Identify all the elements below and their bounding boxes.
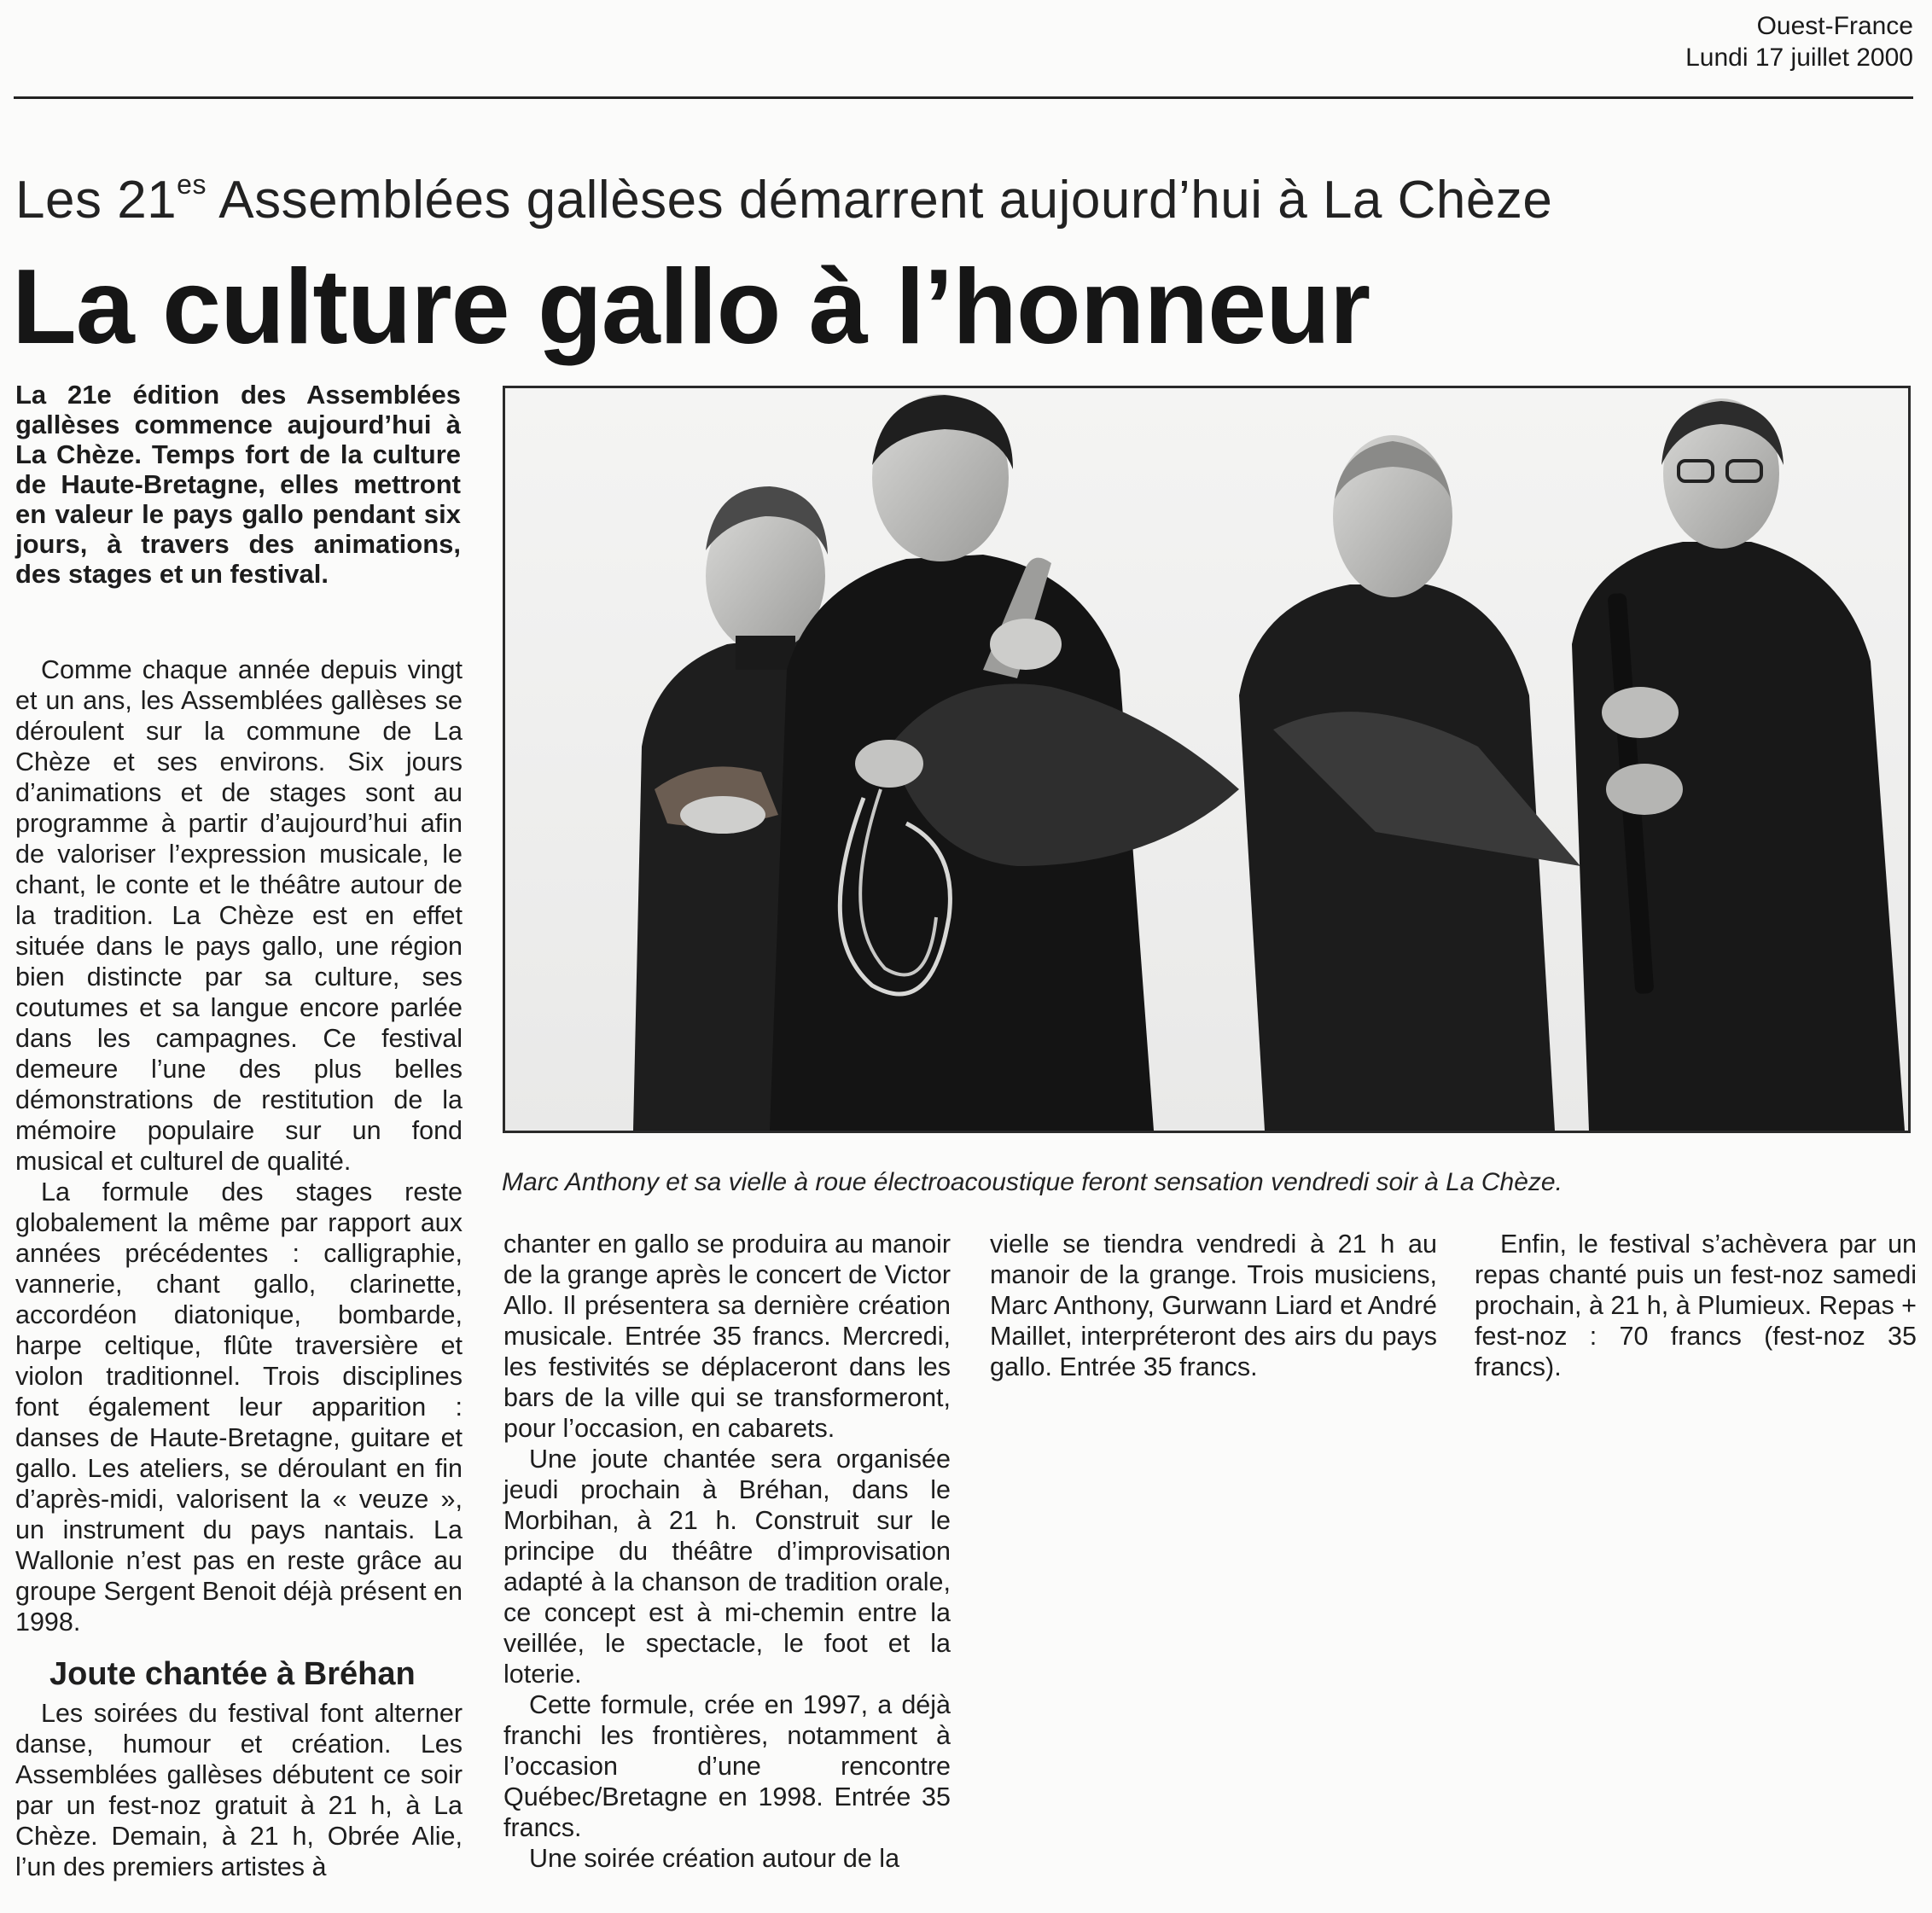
article-paragraph: Les soirées du festival font alterner danse, humour et création. Les Assemblées gallèses débutent ce soir par un fest-noz gratuit à 21 h, à La Chèze. Demain, à 21 h, Obrée Alie, l’un des premiers artistes à: [15, 1699, 463, 1881]
article-column-2: [503, 1229, 951, 1874]
article-paragraph: Une soirée création autour de la: [529, 1844, 900, 1873]
article-column-4: [1475, 1229, 1917, 1382]
article-column-1-continued: [15, 1698, 463, 1882]
kicker-text-start: Les 21: [15, 171, 177, 230]
lead-paragraph: La 21e édition des Assemblées gallèses commence aujourd’hui à La Chèze. Temps fort de la culture de Haute-Bretagne, elles mettront en valeur le pays gallo pendant six jours, à travers des animations, des stages et un festival.: [15, 380, 461, 589]
photo-caption: Marc Anthony et sa vielle à roue électroacoustique feront sensation vendredi soir à La Chèze.: [502, 1168, 1562, 1196]
article-column-3: [990, 1229, 1437, 1382]
musicians-photo-drawing: [505, 388, 1908, 1131]
masthead: [1685, 10, 1913, 73]
article-paragraph: Une joute chantée sera organisée jeudi prochain à Bréhan, dans le Morbihan, à 21 h. Construit sur le principe du théâtre d’improvisation adapté à la chanson de tradition orale, ce concept est à mi-chemin entre la veillée, le spectacle, le foot et la loterie.: [503, 1445, 951, 1689]
article-paragraph: La formule des stages reste globalement la même par rapport aux années précédentes : calligraphie, vannerie, chant gallo, clarinette, accordéon diatonique, bombarde, harpe celtique, flûte traversière et violon traditionnel. Trois disciplines font également leur apparition : danses de Haute-Bretagne, guitare et gallo. Les ateliers, se déroulant en fin d’après-midi, valorisent la « veuze », un instrument du pays nantais. La Wallonie n’est pas en reste grâce au groupe Sergent Benoit déjà présent en 1998.: [15, 1177, 463, 1637]
article-paragraph: Enfin, le festival s’achèvera par un repas chanté puis un fest-noz samedi prochain, à 21 h, à Plumieux. Repas + fest-noz : 70 francs (fest-noz 35 francs).: [1475, 1230, 1917, 1381]
kicker-headline: [15, 166, 1850, 235]
article-paragraph: Comme chaque année depuis vingt et un ans, les Assemblées gallèses se déroulent sur la commune de La Chèze et ses environs. Six jours d’animations et de stages sont au programme à partir d’aujourd’hui afin de valoriser l’expression musicale, le chant, le conte et le théâtre autour de la tradition. La Chèze est en effet située dans le pays gallo, une région bien distincte par sa culture, ses coutumes et sa langue encore parlée dans les campagnes. Ce festival demeure l’une des plus belles démonstrations de restitution de la mémoire populaire sur un fond musical et culturel de qualité.: [15, 655, 463, 1176]
musicians-photo: [503, 386, 1911, 1133]
newspaper-name: Ouest-France: [1756, 12, 1913, 40]
issue-date: Lundi 17 juillet 2000: [1685, 44, 1913, 72]
article-paragraph: Cette formule, crée en 1997, a déjà franchi les frontières, notamment à l’occasion d’une rencontre Québec/Bretagne en 1998. Entrée 35 francs.: [503, 1690, 951, 1842]
main-headline: La culture gallo à l’honneur: [12, 248, 1370, 366]
kicker-ordinal-suffix: es: [177, 169, 207, 200]
article-paragraph: chanter en gallo se produira au manoir de la grange après le concert de Victor Allo. Il présentera sa dernière création musicale. Entrée 35 francs. Mercredi, les festivités se déplaceront dans les bars de la ville qui se transformeront, pour l’occasion, en cabarets.: [503, 1230, 951, 1443]
masthead-rule: [14, 96, 1913, 99]
article-paragraph: vielle se tiendra vendredi à 21 h au manoir de la grange. Trois musiciens, Marc Anthony, Gurwann Liard et André Maillet, interpréteront des airs du pays gallo. Entrée 35 francs.: [990, 1230, 1437, 1381]
kicker-text-end: Assemblées gallèses démarrent aujourd’hui à La Chèze: [206, 171, 1553, 230]
article-column-1: [15, 654, 463, 1637]
section-subhead: Joute chantée à Bréhan: [49, 1656, 416, 1692]
